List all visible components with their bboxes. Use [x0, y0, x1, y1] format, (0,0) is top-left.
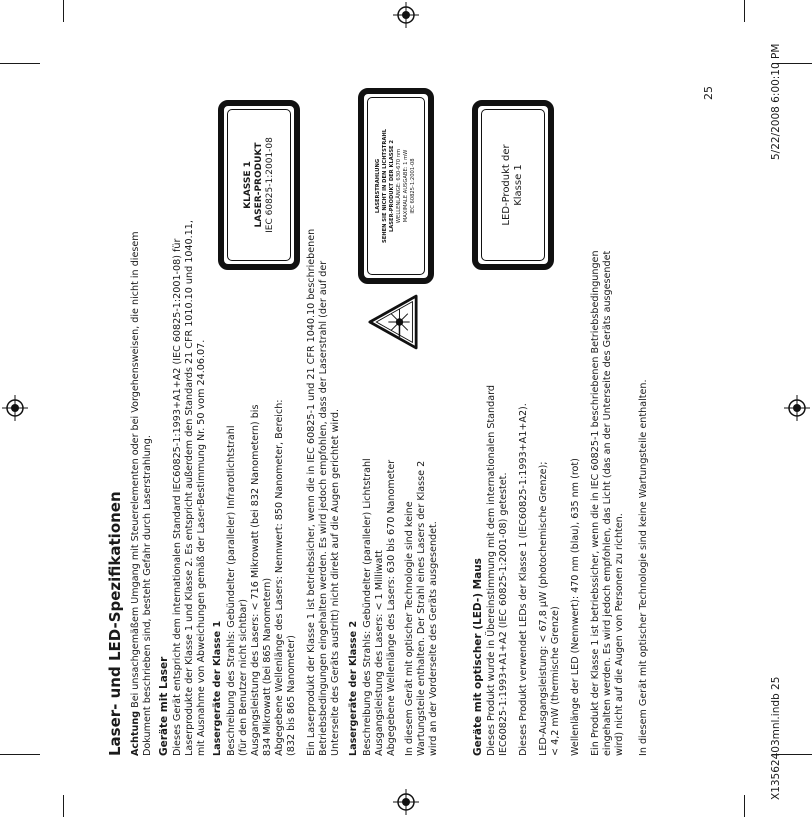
class1-laser-label: KLASSE 1 LASER-PRODUKT IEC 60825-1:2001-08	[218, 100, 300, 270]
class2-laser-label: LASERSTRAHLUNG SEHEN SIE NICHT IN DEN LICHTSTRAHL LASER-PRODUKT DER KLASSE 2 WELLENLÄNGE: 630-670 nm MAXIMALE AUSGABE: 1 mW IEC 60825-1:2001-08	[358, 88, 434, 284]
registration-mark-left	[2, 395, 28, 421]
led-class1-label: LED-Produkt der Klasse 1	[472, 100, 554, 270]
led-maintenance-text: In diesem Gerät mit optischer Technologie sind keine Wartungsteile enthalten.	[638, 379, 649, 756]
page-title: Laser- und LED-Spezifikationen	[106, 491, 124, 756]
print-slug-file: X13562403mnl.indb 25	[770, 676, 782, 800]
crop-mark-bottom-left-h	[0, 754, 40, 755]
crop-mark-top-left-v	[63, 0, 64, 22]
intro-line-1: Bei unsachgemäßem Umgang mit Steuerelementen oder bei Vorgehensweisen, die nicht in diesem	[130, 231, 141, 711]
print-slug-date: 5/22/2008 6:00:10 PM	[770, 43, 782, 160]
intro-lead: Achtung	[130, 710, 141, 756]
laser-section-text: Dieses Gerät entspricht dem internationalen Standard IEC60825-1:1993+A1+A2 (IEC 60825-1:2001-08) für Laserprodukte der Klasse 1 und Klasse 2. Es entspricht außerdem den Standards 21 CFR 1010.10 und 1040.11, mit Ausnahme von Abweichungen gemäß der Laser-Bestimmung Nr. 50 vom 24.06.07.	[172, 220, 207, 756]
class1-safety-text: Ein Laserprodukt der Klasse 1 ist betriebssicher, wenn die in IEC 60825-1 und 21 CFR 1040.10 beschriebenen Betriebsbedingungen eingehalten werden. Es wird jedoch empfohlen, dass der Laserstrahl (der auf der Unterseite des Geräts austritt) nicht direkt auf die Augen gerichtet wird.	[306, 228, 341, 756]
led-output-text: LED-Ausgangsleistung: < 67,8 µW (photochemische Grenze); < 4,2 mW (thermische Grenze)	[538, 461, 561, 756]
class2-heading: Lasergeräte der Klasse 2	[348, 620, 359, 756]
crop-mark-bottom-left-v	[63, 795, 64, 817]
laser-warning-icon	[368, 294, 418, 350]
crop-mark-top-right-v	[744, 0, 745, 22]
class1-heading: Lasergeräte der Klasse 1	[212, 620, 223, 756]
page-number: 25	[702, 86, 715, 100]
registration-mark-bottom	[393, 789, 419, 815]
class1-text: Beschreibung des Strahls: Gebündelter (paralleler) Infrarotlichtstrahl (für den Benutzer nicht sichtbar) Ausgangsleistung des Lasers: < 716 Mikrowatt (bei 832 Nanometern) bis 834 Mikrowatt (bei 865 Nanometern) Abgegebene Wellenlänge des Lasers: Nennwert: 850 Nanometer, Bereich: (832 bis 865 Nanometer)	[226, 399, 297, 756]
intro-text	[130, 231, 154, 756]
class2-text: Beschreibung des Strahls: Gebündelter (paralleler) Lichtstrahl Ausgangsleistung des Lasers: < 1 Milliwatt Abgegebene Wellenlänge des Lasers: 630 bis 670 Nanometer	[362, 458, 397, 756]
crop-mark-bottom-right-v	[744, 795, 745, 817]
page-body	[90, 60, 730, 760]
crop-mark-top-left-h	[0, 63, 40, 64]
led-wavelength-text: Wellenlänge der LED (Nennwert): 470 nm (blau), 635 nm (rot)	[570, 458, 581, 756]
led-section-heading: Geräte mit optischer (LED-) Maus	[472, 558, 484, 756]
intro-line-2: Dokument beschrieben sind, besteht Gefahr durch Laserstrahlung.	[142, 435, 153, 756]
led-class-text: Dieses Produkt verwendet LEDs der Klasse 1 (IEC60825-1:1993+A1+A2).	[518, 403, 529, 756]
class2-note-text: In diesem Gerät mit optischer Technologie sind keine Wartungsteile enthalten. Der Strahl eines Lasers der Klasse 2 wird an der Vorderseite des Geräts ausgesendet.	[404, 460, 439, 756]
laser-section-heading: Geräte mit Laser	[158, 656, 170, 756]
led-section-text: Dieses Produkt wurde in Übereinstimmung mit dem internationalen Standard IEC60825-1:1993+A1+A2 (IEC 60825-1:2001-08) getestet.	[486, 385, 509, 756]
led-safety-text: Ein Produkt der Klasse 1 ist betriebssicher, wenn die in IEC 60825-1 beschriebenen Betriebsbedingungen eingehalten werden. Es wird jedoch empfohlen, das Licht (das an der Unterseite des Geräts ausgesendet wird) nicht auf die Augen von Personen zu richten.	[590, 250, 625, 756]
registration-mark-top	[393, 2, 419, 28]
registration-mark-right	[784, 395, 810, 421]
